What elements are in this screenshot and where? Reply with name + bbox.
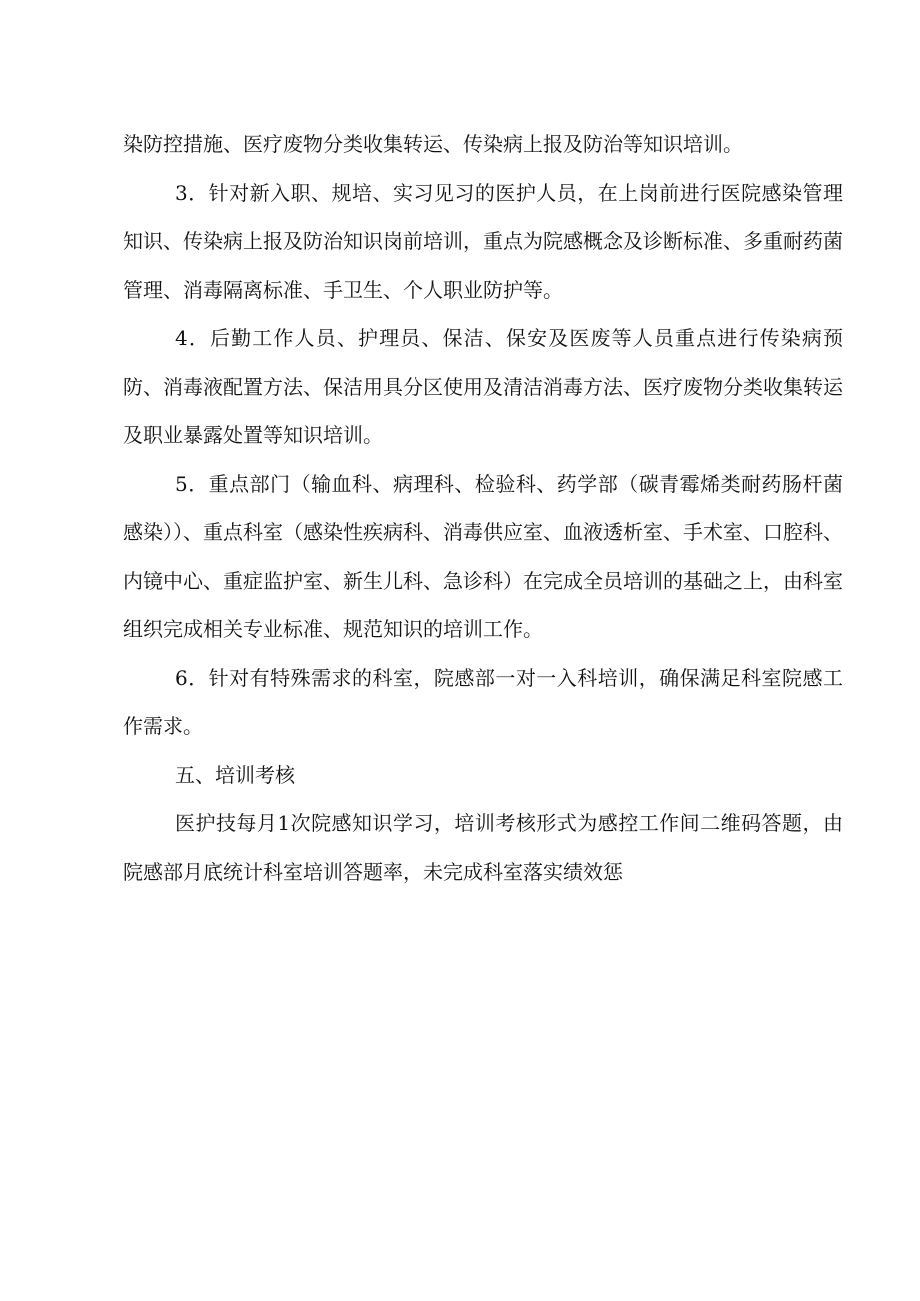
section-heading-training-assessment: 五、培训考核 bbox=[175, 762, 295, 787]
document-body bbox=[123, 120, 843, 896]
paragraph-assessment: 医护技每月1次院感知识学习，培训考核形式为感控工作间二维码答题，由院感部月底统计科室培训答题率，未完成科室落实绩效惩 bbox=[123, 811, 843, 884]
paragraph-item-4: 4．后勤工作人员、护理员、保洁、保安及医废等人员重点进行传染病预防、消毒液配置方法、保洁用具分区使用及清洁消毒方法、医疗废物分类收集转运及职业暴露处置等知识培训。 bbox=[123, 326, 843, 447]
paragraph-item-5: 5．重点部门（输血科、病理科、检验科、药学部（碳青霉烯类耐药肠杆菌感染））、重点科室（感染性疾病科、消毒供应室、血液透析室、手术室、口腔科、内镜中心、重症监护室、新生儿科、急诊科）在完成全员培训的基础之上，由科室组织完成相关专业标准、规范知识的培训工作。 bbox=[123, 471, 843, 641]
paragraph-continuation: 染防控措施、医疗废物分类收集转运、传染病上报及防治等知识培训。 bbox=[123, 132, 743, 156]
paragraph-item-6: 6．针对有特殊需求的科室，院感部一对一入科培训，确保满足科室院感工作需求。 bbox=[123, 665, 843, 738]
paragraph-item-3: 3．针对新入职、规培、实习见习的医护人员，在上岗前进行医院感染管理知识、传染病上报及防治知识岗前培训，重点为院感概念及诊断标准、多重耐药菌管理、消毒隔离标准、手卫生、个人职业防护等。 bbox=[123, 180, 843, 302]
